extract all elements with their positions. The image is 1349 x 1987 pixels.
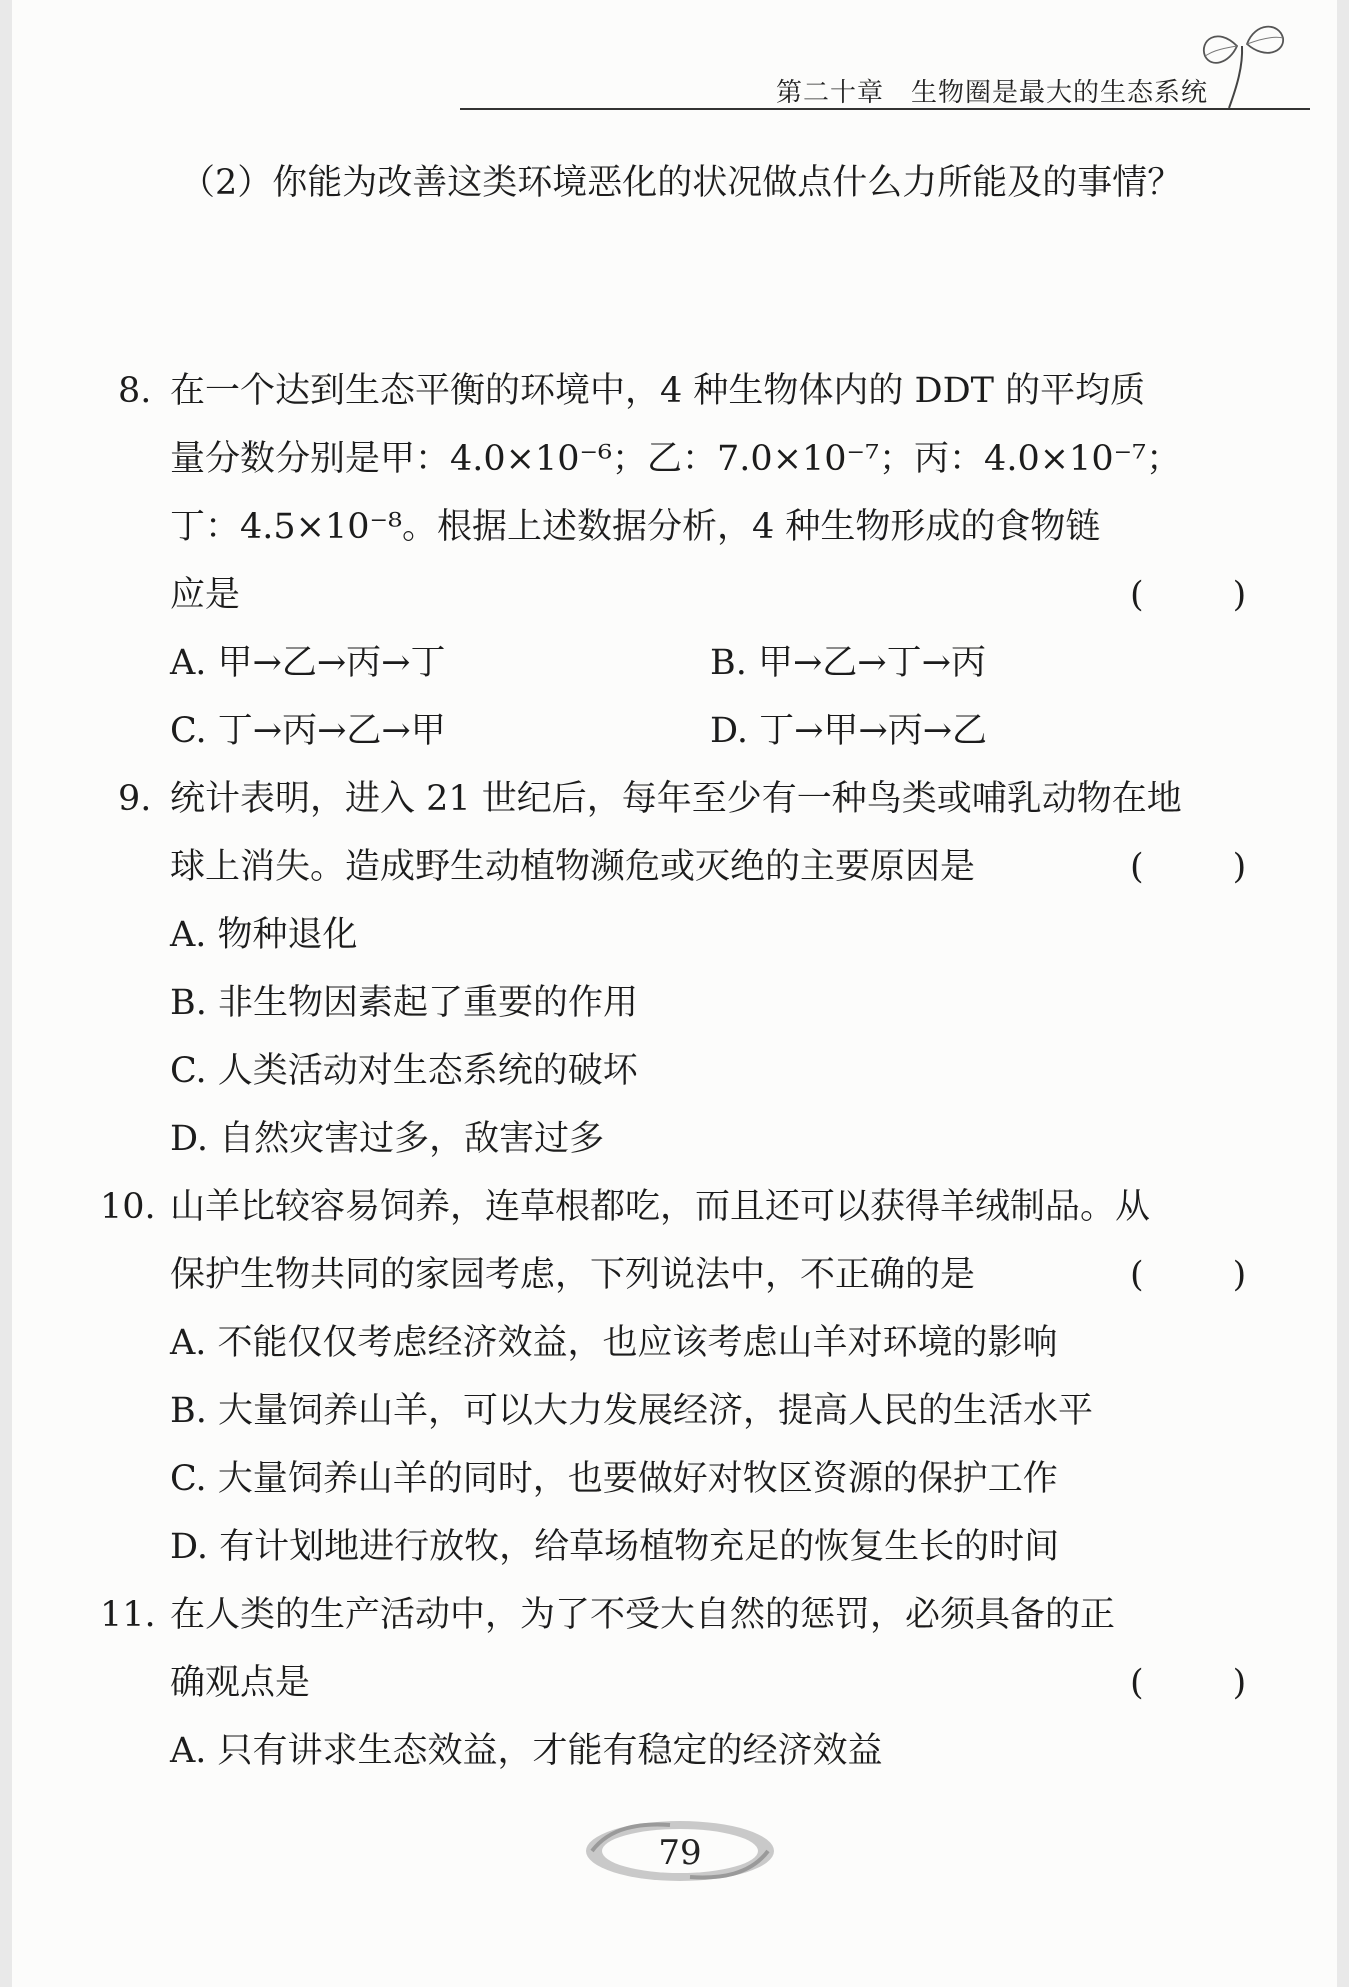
option-b: B. 大量饲养山羊，可以大力发展经济，提高人民的生活水平 <box>170 1391 1093 1431</box>
option-c: C. 人类活动对生态系统的破坏 <box>170 1051 638 1091</box>
q7-subquestion-2: （2）你能为改善这类环境恶化的状况做点什么力所能及的事情？ <box>180 163 1183 203</box>
answer-blank[interactable]: ( ) <box>1130 1663 1247 1703</box>
question-number: 11. <box>100 1595 156 1635</box>
option-d: D. 自然灾害过多，敌害过多 <box>170 1119 605 1159</box>
leaf-decoration-icon <box>1197 16 1287 111</box>
option-b: B. 非生物因素起了重要的作用 <box>170 983 638 1023</box>
option-d: D. 有计划地进行放牧，给草场植物充足的恢复生长的时间 <box>170 1527 1060 1567</box>
option-d: D. 丁→甲→丙→乙 <box>710 711 988 751</box>
question-text-line: 统计表明，进入 21 世纪后，每年至少有一种鸟类或哺乳动物在地 <box>170 779 1182 819</box>
question-text-line: 应是 <box>170 575 241 615</box>
answer-blank[interactable]: ( ) <box>1130 847 1247 887</box>
option-a: A. 物种退化 <box>170 915 358 955</box>
option-b: B. 甲→乙→丁→丙 <box>710 643 986 683</box>
question-text-line: 丁：4.5×10⁻⁸。根据上述数据分析，4 种生物形成的食物链 <box>170 507 1101 547</box>
page-number: 79 <box>658 1833 702 1873</box>
option-c: C. 大量饲养山羊的同时，也要做好对牧区资源的保护工作 <box>170 1459 1058 1499</box>
option-a: A. 只有讲求生态效益，才能有稳定的经济效益 <box>170 1731 883 1771</box>
header-rule <box>460 108 1310 110</box>
question-text-line: 量分数分别是甲：4.0×10⁻⁶；乙：7.0×10⁻⁷；丙：4.0×10⁻⁷； <box>170 439 1182 479</box>
option-c: C. 丁→丙→乙→甲 <box>170 711 446 751</box>
question-text-line: 保护生物共同的家园考虑，下列说法中，不正确的是 <box>170 1255 976 1295</box>
question-number: 8. <box>118 371 152 411</box>
question-number: 9. <box>118 779 152 819</box>
answer-blank[interactable]: ( ) <box>1130 575 1247 615</box>
question-text-line: 山羊比较容易饲养，连草根都吃，而且还可以获得羊绒制品。从 <box>170 1187 1151 1227</box>
page-number-badge <box>580 1815 780 1887</box>
option-a: A. 不能仅仅考虑经济效益，也应该考虑山羊对环境的影响 <box>170 1323 1058 1363</box>
question-text-line: 在人类的生产活动中，为了不受大自然的惩罚，必须具备的正 <box>170 1595 1116 1635</box>
answer-blank[interactable]: ( ) <box>1130 1255 1247 1295</box>
chapter-title: 第二十章 生物圈是最大的生态系统 <box>775 78 1208 108</box>
option-a: A. 甲→乙→丙→丁 <box>170 643 446 683</box>
question-text-line: 球上消失。造成野生动植物濒危或灭绝的主要原因是 <box>170 847 976 887</box>
question-number: 10. <box>100 1187 156 1227</box>
page <box>12 0 1337 1987</box>
running-header <box>460 62 1310 110</box>
question-text-line: 在一个达到生态平衡的环境中，4 种生物体内的 DDT 的平均质 <box>170 371 1146 411</box>
question-text-line: 确观点是 <box>170 1663 311 1703</box>
